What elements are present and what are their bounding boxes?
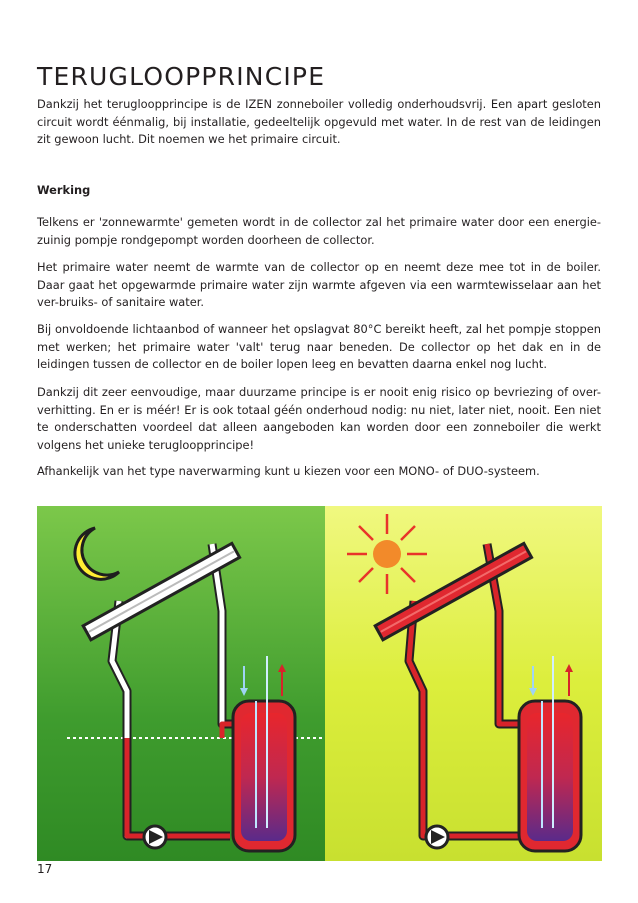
- pump-icon: [144, 826, 166, 848]
- intro-paragraph: Dankzij het terugloopprincipe is de IZEN zonneboiler volledig onderhoudsvrij. Een apart gesloten circuit wordt éénmalig, bij installatie, gedeeltelijk opgevuld met water. In de rest van de leidingen zit gewoon lucht. Dit noemen we het primaire circuit.: [37, 97, 601, 147]
- page-number: 17: [37, 862, 53, 876]
- sun-icon: [347, 514, 427, 594]
- body-paragraph-2: Het primaire water neemt de warmte van de collector op en neemt deze mee tot in de boiler. Daar gaat het opgewarmde primaire water zijn warmte afgeven via een warmtewisselaar aan het ver-bruiks- of sanitaire water.: [37, 260, 601, 310]
- body-paragraph-5: Afhankelijk van het type naverwarming kunt u kiezen voor een MONO- of DUO-systeem.: [37, 464, 540, 478]
- body-paragraph-1: Telkens er 'zonnewarmte' gemeten wordt in de collector zal het primaire water door een energie-zuinig pompje rondgepompt worden doorheen de collector.: [37, 215, 601, 247]
- drainback-illustration: [37, 506, 602, 861]
- day-panel: [325, 506, 602, 861]
- page-title: TERUGLOOPPRINCIPE: [37, 62, 326, 91]
- section-heading: Werking: [37, 183, 91, 197]
- body-paragraph-3: Bij onvoldoende lichtaanbod of wanneer het opslagvat 80°C bereikt heeft, zal het pompje stoppen met werken; het primaire water 'valt' terug naar beneden. De collector op het dak en in de leidingen tussen de collector en de boiler lopen leeg en bevatten daarna enkel nog lucht.: [37, 322, 601, 372]
- night-panel: [37, 506, 325, 861]
- body-paragraph-4: Dankzij dit zeer eenvoudige, maar duurzame principe is er nooit enig risico op bevriezing of over-verhitting. En er is méér! Er is ook totaal géén onderhoud nodig: nu niet, later niet, nooit. Een niet te onderschatten voordeel dat alleen aangeboden kan worden door een zonneboiler die werkt volgens het unieke terugloopprincipe!: [37, 385, 601, 452]
- pump-icon: [426, 826, 448, 848]
